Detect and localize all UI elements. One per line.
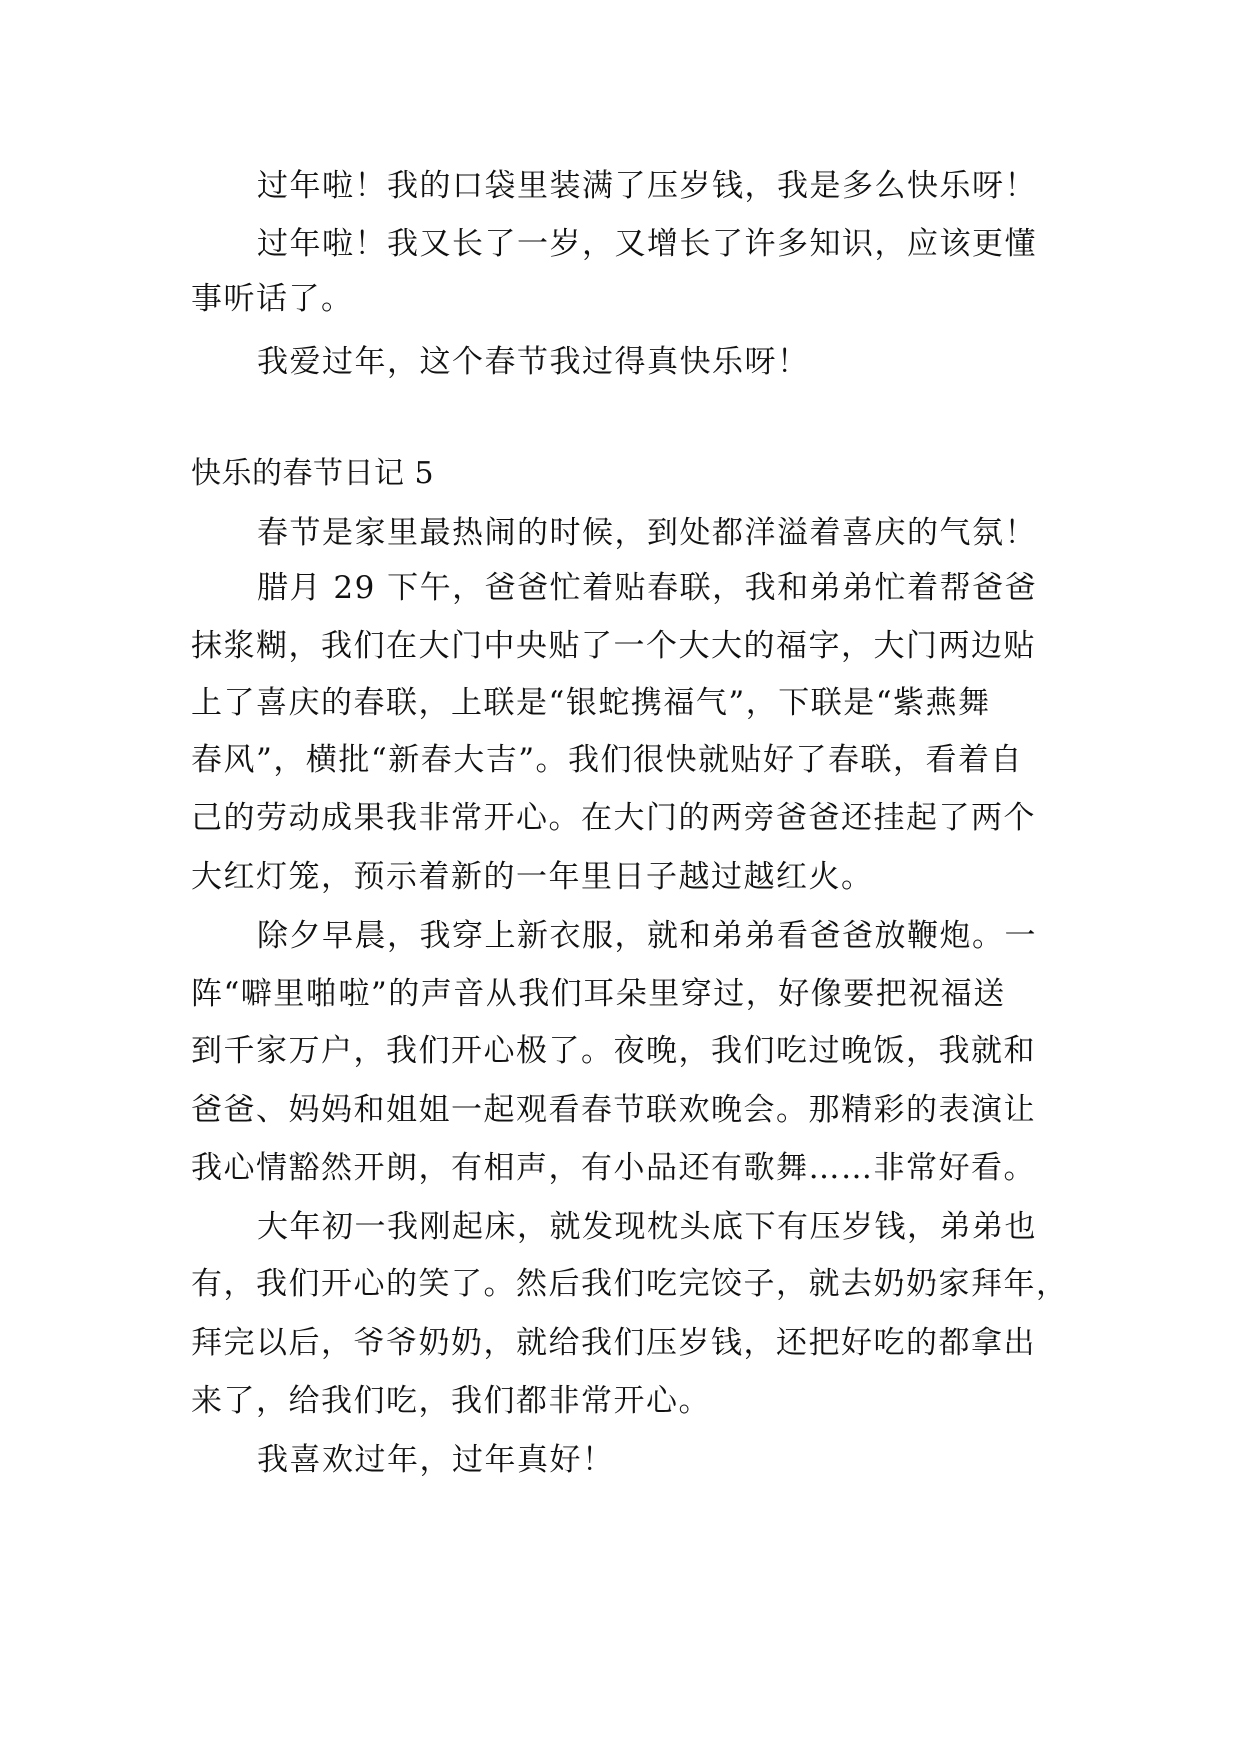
paragraph-line: 过年啦！我的口袋里装满了压岁钱，我是多么快乐呀！ — [257, 168, 1037, 204]
paragraph-line: 过年啦！我又长了一岁，又增长了许多知识，应该更懂 — [257, 226, 1037, 262]
paragraph-line: 我喜欢过年，过年真好！ — [257, 1442, 615, 1478]
paragraph-line: 到千家万户，我们开心极了。夜晚，我们吃过晚饭，我就和 — [191, 1033, 1036, 1069]
paragraph-line: 腊月 29 下午，爸爸忙着贴春联，我和弟弟忙着帮爸爸 — [257, 570, 1038, 606]
paragraph-line: 抹浆糊，我们在大门中央贴了一个大大的福字，大门两边贴 — [191, 628, 1036, 664]
paragraph-line: 春节是家里最热闹的时候，到处都洋溢着喜庆的气氛！ — [257, 515, 1037, 551]
paragraph-line: 有，我们开心的笑了。然后我们吃完饺子，就去奶奶家拜年， — [191, 1266, 1069, 1302]
paragraph-line: 大年初一我刚起床，就发现枕头底下有压岁钱，弟弟也 — [257, 1209, 1037, 1245]
paragraph-line: 拜完以后，爷爷奶奶，就给我们压岁钱，还把好吃的都拿出 — [191, 1325, 1036, 1361]
paragraph-line: 阵“噼里啪啦”的声音从我们耳朵里穿过，好像要把祝福送 — [191, 976, 1006, 1012]
paragraph-line: 上了喜庆的春联，上联是“银蛇携福气”，下联是“紫燕舞 — [191, 685, 991, 721]
paragraph-line: 春风”，横批“新春大吉”。我们很快就贴好了春联，看着自 — [191, 742, 1024, 778]
paragraph-line: 我爱过年，这个春节我过得真快乐呀！ — [257, 344, 810, 380]
paragraph-line: 大红灯笼，预示着新的一年里日子越过越红火。 — [191, 859, 874, 895]
paragraph-line: 事听话了。 — [191, 281, 354, 317]
section-heading: 快乐的春节日记 5 — [191, 456, 435, 491]
paragraph-line: 来了，给我们吃，我们都非常开心。 — [191, 1383, 711, 1419]
paragraph-line: 除夕早晨，我穿上新衣服，就和弟弟看爸爸放鞭炮。一 — [257, 918, 1037, 954]
paragraph-line: 我心情豁然开朗，有相声，有小品还有歌舞……非常好看。 — [191, 1150, 1036, 1186]
paragraph-line: 己的劳动成果我非常开心。在大门的两旁爸爸还挂起了两个 — [191, 800, 1036, 836]
paragraph-line: 爸爸、妈妈和姐姐一起观看春节联欢晚会。那精彩的表演让 — [191, 1092, 1036, 1128]
